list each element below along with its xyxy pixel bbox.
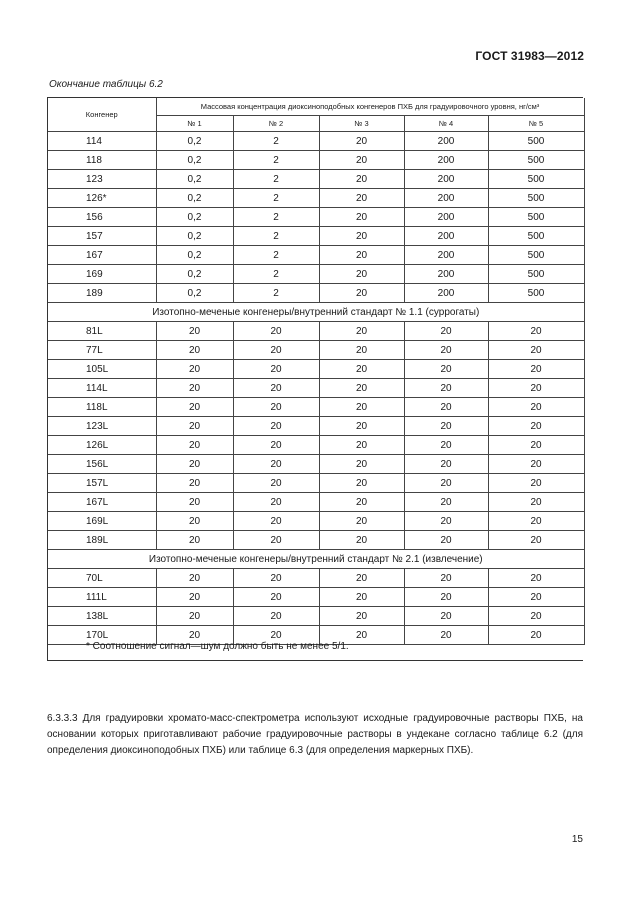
table-caption: Окончание таблицы 6.2 [49, 79, 163, 90]
congener-cell: 114 [48, 132, 156, 151]
value-cell: 200 [404, 151, 488, 170]
calibration-table [48, 98, 585, 645]
section-row [48, 550, 584, 569]
value-cell: 20 [319, 531, 404, 550]
level-header: № 4 [404, 116, 488, 132]
value-cell: 20 [488, 588, 584, 607]
value-cell: 20 [156, 493, 233, 512]
congener-cell: 170L [48, 626, 156, 645]
value-cell: 20 [319, 607, 404, 626]
level-header: № 3 [319, 116, 404, 132]
value-cell: 20 [233, 417, 319, 436]
table-row [48, 512, 584, 531]
value-cell: 20 [488, 398, 584, 417]
value-cell: 20 [156, 455, 233, 474]
value-cell: 20 [404, 360, 488, 379]
value-cell: 20 [156, 474, 233, 493]
value-cell: 200 [404, 265, 488, 284]
value-cell: 20 [233, 626, 319, 645]
value-cell: 20 [404, 607, 488, 626]
value-cell: 200 [404, 246, 488, 265]
congener-cell: 114L [48, 379, 156, 398]
table-row [48, 436, 584, 455]
value-cell: 20 [319, 322, 404, 341]
value-cell: 0,2 [156, 265, 233, 284]
congener-cell: 123L [48, 417, 156, 436]
congener-cell: 189 [48, 284, 156, 303]
table-row [48, 531, 584, 550]
value-cell: 20 [319, 265, 404, 284]
value-cell: 20 [156, 512, 233, 531]
column-header-congener: Конгенер [48, 98, 156, 132]
value-cell: 20 [488, 341, 584, 360]
value-cell: 20 [404, 379, 488, 398]
value-cell: 20 [319, 474, 404, 493]
value-cell: 200 [404, 284, 488, 303]
value-cell: 20 [319, 170, 404, 189]
value-cell: 20 [488, 531, 584, 550]
value-cell: 2 [233, 246, 319, 265]
congener-cell: 111L [48, 588, 156, 607]
value-cell: 20 [404, 474, 488, 493]
calibration-table-frame [47, 97, 583, 661]
value-cell: 20 [319, 398, 404, 417]
value-cell: 20 [233, 341, 319, 360]
value-cell: 20 [404, 531, 488, 550]
section-row [48, 303, 584, 322]
value-cell: 2 [233, 170, 319, 189]
value-cell: 200 [404, 132, 488, 151]
table-row [48, 417, 584, 436]
value-cell: 20 [319, 227, 404, 246]
congener-cell: 189L [48, 531, 156, 550]
value-cell: 20 [233, 360, 319, 379]
section-title: Изотопно-меченые конгенеры/внутренний стандарт № 1.1 (суррогаты) [48, 303, 584, 322]
page-number: 15 [571, 834, 583, 845]
body-paragraph: 6.3.3.3 Для градуировки хромато-масс-спектрометра используют исходные градуировочные растворы ПХБ, на основании которых приготавливают рабочие градуировочные растворы в ундекане согласно таблице 6.2 (для определения диоксиноподобных ПХБ) или таблице 6.3 (для определения маркерных ПХБ). [47, 713, 583, 756]
table-row [48, 474, 584, 493]
congener-cell: 156 [48, 208, 156, 227]
level-header: № 5 [488, 116, 584, 132]
value-cell: 20 [319, 189, 404, 208]
value-cell: 500 [488, 284, 584, 303]
value-cell: 20 [319, 360, 404, 379]
value-cell: 20 [488, 436, 584, 455]
document-id: ГОСТ 31983—2012 [475, 49, 584, 63]
table-row [48, 341, 584, 360]
congener-cell: 126L [48, 436, 156, 455]
table-row [48, 170, 584, 189]
value-cell: 0,2 [156, 227, 233, 246]
value-cell: 20 [156, 398, 233, 417]
value-cell: 20 [488, 322, 584, 341]
section-title: Изотопно-меченые конгенеры/внутренний стандарт № 2.1 (извлечение) [48, 550, 584, 569]
congener-cell: 157 [48, 227, 156, 246]
congener-cell: 169L [48, 512, 156, 531]
value-cell: 20 [404, 588, 488, 607]
value-cell: 0,2 [156, 151, 233, 170]
value-cell: 20 [233, 455, 319, 474]
value-cell: 20 [233, 512, 319, 531]
value-cell: 20 [488, 607, 584, 626]
value-cell: 20 [488, 455, 584, 474]
value-cell: 20 [156, 531, 233, 550]
value-cell: 20 [319, 455, 404, 474]
value-cell: 20 [319, 417, 404, 436]
value-cell: 500 [488, 132, 584, 151]
value-cell: 500 [488, 189, 584, 208]
value-cell: 20 [319, 151, 404, 170]
value-cell: 20 [156, 379, 233, 398]
value-cell: 20 [404, 569, 488, 588]
value-cell: 20 [488, 360, 584, 379]
value-cell: 20 [156, 588, 233, 607]
value-cell: 20 [319, 493, 404, 512]
value-cell: 20 [156, 436, 233, 455]
value-cell: 20 [404, 417, 488, 436]
congener-cell: 81L [48, 322, 156, 341]
value-cell: 500 [488, 170, 584, 189]
value-cell: 500 [488, 227, 584, 246]
value-cell: 20 [233, 322, 319, 341]
value-cell: 20 [156, 626, 233, 645]
congener-cell: 167L [48, 493, 156, 512]
value-cell: 20 [233, 493, 319, 512]
congener-cell: 118 [48, 151, 156, 170]
table-row [48, 246, 584, 265]
value-cell: 20 [488, 474, 584, 493]
value-cell: 20 [319, 512, 404, 531]
table-row [48, 322, 584, 341]
value-cell: 20 [233, 531, 319, 550]
table-row [48, 607, 584, 626]
value-cell: 20 [319, 588, 404, 607]
value-cell: 20 [319, 569, 404, 588]
value-cell: 20 [488, 417, 584, 436]
table-row [48, 189, 584, 208]
value-cell: 2 [233, 151, 319, 170]
column-header-concentration: Массовая концентрация диоксиноподобных конгенеров ПХБ для градуировочного уровня, нг/см³ [156, 98, 584, 116]
value-cell: 20 [488, 512, 584, 531]
value-cell: 20 [233, 569, 319, 588]
value-cell: 20 [156, 417, 233, 436]
value-cell: 200 [404, 227, 488, 246]
value-cell: 0,2 [156, 189, 233, 208]
value-cell: 20 [233, 379, 319, 398]
value-cell: 500 [488, 151, 584, 170]
value-cell: 20 [156, 322, 233, 341]
table-row [48, 398, 584, 417]
value-cell: 20 [404, 341, 488, 360]
table-footnote: * Соотношение сигнал—шум должно быть не менее 5/1. [86, 641, 349, 652]
value-cell: 20 [404, 436, 488, 455]
value-cell: 20 [404, 626, 488, 645]
congener-cell: 138L [48, 607, 156, 626]
table-row [48, 569, 584, 588]
value-cell: 20 [488, 626, 584, 645]
congener-cell: 157L [48, 474, 156, 493]
value-cell: 20 [488, 493, 584, 512]
value-cell: 20 [319, 284, 404, 303]
value-cell: 20 [319, 208, 404, 227]
congener-cell: 70L [48, 569, 156, 588]
congener-cell: 167 [48, 246, 156, 265]
value-cell: 20 [156, 569, 233, 588]
value-cell: 20 [233, 474, 319, 493]
congener-cell: 77L [48, 341, 156, 360]
value-cell: 2 [233, 132, 319, 151]
value-cell: 20 [319, 341, 404, 360]
value-cell: 20 [233, 588, 319, 607]
value-cell: 20 [404, 493, 488, 512]
value-cell: 20 [319, 246, 404, 265]
table-row [48, 151, 584, 170]
value-cell: 200 [404, 189, 488, 208]
value-cell: 20 [233, 398, 319, 417]
value-cell: 20 [488, 569, 584, 588]
value-cell: 20 [233, 607, 319, 626]
congener-cell: 156L [48, 455, 156, 474]
value-cell: 20 [404, 322, 488, 341]
value-cell: 2 [233, 265, 319, 284]
value-cell: 20 [319, 132, 404, 151]
value-cell: 0,2 [156, 170, 233, 189]
congener-cell: 126* [48, 189, 156, 208]
table-row [48, 208, 584, 227]
value-cell: 500 [488, 246, 584, 265]
value-cell: 20 [156, 360, 233, 379]
congener-cell: 123 [48, 170, 156, 189]
value-cell: 2 [233, 189, 319, 208]
value-cell: 2 [233, 227, 319, 246]
value-cell: 20 [319, 626, 404, 645]
value-cell: 0,2 [156, 208, 233, 227]
value-cell: 0,2 [156, 284, 233, 303]
table-row [48, 379, 584, 398]
value-cell: 20 [319, 379, 404, 398]
value-cell: 0,2 [156, 132, 233, 151]
table-row [48, 227, 584, 246]
value-cell: 200 [404, 170, 488, 189]
table-row [48, 493, 584, 512]
value-cell: 500 [488, 265, 584, 284]
value-cell: 20 [156, 341, 233, 360]
value-cell: 20 [319, 436, 404, 455]
table-row [48, 265, 584, 284]
table-row [48, 455, 584, 474]
value-cell: 200 [404, 208, 488, 227]
table-row [48, 588, 584, 607]
value-cell: 20 [404, 512, 488, 531]
value-cell: 20 [233, 436, 319, 455]
value-cell: 500 [488, 208, 584, 227]
value-cell: 0,2 [156, 246, 233, 265]
congener-cell: 105L [48, 360, 156, 379]
value-cell: 20 [404, 455, 488, 474]
value-cell: 2 [233, 284, 319, 303]
value-cell: 20 [404, 398, 488, 417]
congener-cell: 118L [48, 398, 156, 417]
level-header: № 2 [233, 116, 319, 132]
table-row [48, 360, 584, 379]
table-row [48, 284, 584, 303]
value-cell: 20 [488, 379, 584, 398]
table-row [48, 132, 584, 151]
value-cell: 20 [156, 607, 233, 626]
level-header: № 1 [156, 116, 233, 132]
value-cell: 2 [233, 208, 319, 227]
congener-cell: 169 [48, 265, 156, 284]
